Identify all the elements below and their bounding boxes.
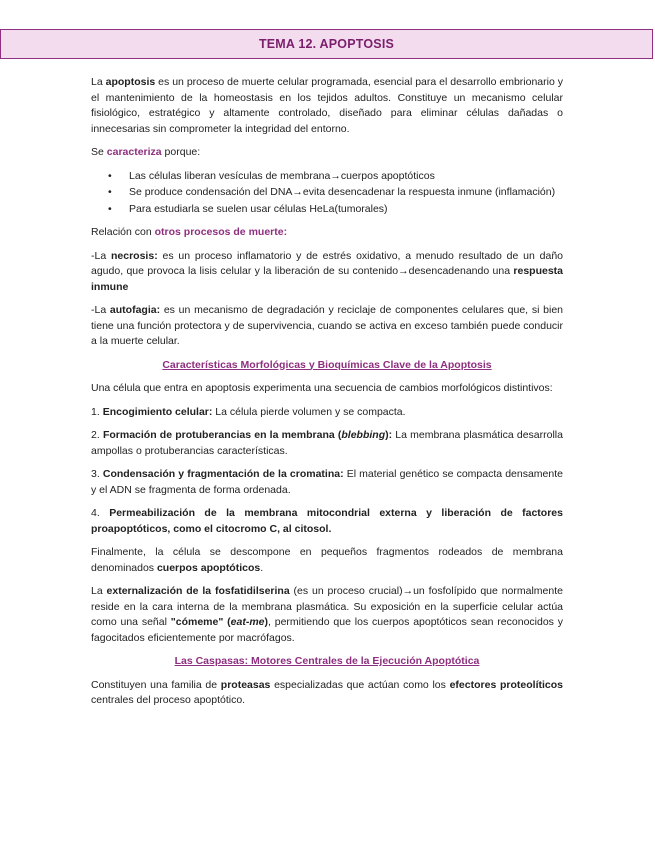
step-text: El material genético se compacta densamente y el ADN se fragmenta de forma ordenada. xyxy=(91,468,563,496)
casp-term2: efectores proteolíticos xyxy=(449,678,563,691)
ext-signal-italic: eat-me xyxy=(230,616,265,628)
final-paragraph xyxy=(91,545,563,576)
step-number: 1. xyxy=(91,405,103,418)
externalization-paragraph xyxy=(91,584,563,646)
step-text: La membrana plasmática desarrolla ampollas o protuberancias características. xyxy=(91,429,563,457)
ext-post: , permitiendo que los cuerpos apoptóticos sean reconocidos y fagocitados eficientemente por macrófagos. xyxy=(91,616,563,644)
document-body xyxy=(91,75,563,717)
casp-pre: Constituyen una familia de xyxy=(91,678,221,691)
page-title-box xyxy=(0,29,653,59)
list-item xyxy=(108,185,563,201)
step-title: Condensación y fragmentación de la cromatina: xyxy=(102,468,344,480)
ext-signal-end: ) xyxy=(264,616,269,628)
intro-term: apoptosis xyxy=(105,76,156,88)
step-text: La célula pierde volumen y se compacta. xyxy=(212,405,406,418)
step-title: Permeabilización de la membrana mitocondrial externa y liberación de factores proapoptóticos, como el citocromo C, al citosol. xyxy=(91,507,563,535)
necrosis-emphasis: respuesta inmune xyxy=(91,265,563,293)
step-title-end: ): xyxy=(385,429,393,441)
characterize-pre: Se xyxy=(91,146,107,158)
list-item xyxy=(108,202,563,218)
final-post: . xyxy=(260,561,264,574)
step-title: Formación de protuberancias en la membrana ( xyxy=(102,429,342,441)
necrosis-term: necrosis: xyxy=(111,249,158,262)
characterize-paragraph xyxy=(91,145,563,161)
autofagia-text: es un mecanismo de degradación y reciclaje de componentes celulares que, si bien tiene una función protectora y de supervivencia, cuando se activa en exceso también puede conducir a la muerte celular. xyxy=(91,304,563,347)
section-heading-morphology: Características Morfológicas y Bioquímicas Clave de la Apoptosis xyxy=(162,358,492,371)
list-item-text: Se produce condensación del DNA→evita desencadenar la respuesta inmune (inflamación) xyxy=(129,186,556,198)
necrosis-paragraph xyxy=(91,249,563,296)
characterize-post: porque: xyxy=(161,146,201,158)
final-pre: Finalmente, la célula se descompone en pequeños fragmentos rodeados de membrana denominados xyxy=(91,546,563,574)
step-4 xyxy=(91,506,563,537)
step-title-italic: blebbing xyxy=(341,429,386,441)
bullet-icon: • xyxy=(108,169,112,182)
intro-post: es un proceso de muerte celular programada, esencial para el desarrollo embrionario y el mantenimiento de la homeostasis en los tejidos adultos. Constituye un mecanismo celular fisiológico, estratégico y altamente controlado, diseñado para eliminar células dañadas o innecesarias sin comprometer la integridad del entorno. xyxy=(91,76,563,135)
bullet-icon: • xyxy=(108,202,112,215)
necrosis-text: es un proceso inflamatorio y de estrés oxidativo, a menudo resultado de un daño agudo, que provoca la lisis celular y la liberación de su contenido→desencadenando una xyxy=(91,249,564,277)
casp-term: proteasas xyxy=(220,678,271,691)
step-3 xyxy=(91,467,563,498)
characteristics-list xyxy=(91,169,563,218)
step-1 xyxy=(91,405,563,421)
intro-pre: La xyxy=(91,76,106,88)
sequence-intro: Una célula que entra en apoptosis experimenta una secuencia de cambios morfológicos distintivos: xyxy=(91,382,553,394)
intro-paragraph xyxy=(91,75,563,137)
step-2 xyxy=(91,428,563,459)
ext-pre: La xyxy=(91,585,107,597)
list-item-text: Las células liberan vesículas de membrana→cuerpos apoptóticos xyxy=(129,169,435,182)
step-number: 2. xyxy=(91,429,103,441)
page-title: TEMA 12. APOPTOSIS xyxy=(258,37,395,51)
ext-term: externalización de la fosfatidilserina xyxy=(106,585,290,597)
ext-text: (es un proceso crucial)→un fosfolípido que normalmente reside en la cara interna de la membrana plasmática. Su exposición en la superficie celular actúa como una señal xyxy=(91,585,563,628)
necrosis-pre: -La xyxy=(91,249,111,262)
step-number: 4. xyxy=(91,507,110,519)
casp-post: centrales del proceso apoptótico. xyxy=(91,694,246,706)
relation-paragraph xyxy=(91,225,563,241)
section-heading-caspasas: Las Caspasas: Motores Centrales de la Ejecución Apoptótica xyxy=(174,655,480,667)
final-term: cuerpos apoptóticos xyxy=(156,561,261,574)
step-title: Encogimiento celular: xyxy=(102,405,213,418)
ext-signal: "cómeme" ( xyxy=(170,616,231,628)
bullet-icon: • xyxy=(108,186,112,198)
caspasas-paragraph xyxy=(91,678,563,709)
autofagia-paragraph xyxy=(91,303,563,350)
characterize-highlight: caracteriza xyxy=(106,146,162,158)
relation-highlight: otros procesos de muerte: xyxy=(154,226,288,238)
list-item xyxy=(108,169,563,185)
step-number: 3. xyxy=(91,468,103,480)
casp-mid: especializadas que actúan como los xyxy=(270,678,450,691)
list-item-text: Para estudiarla se suelen usar células HeLa(tumorales) xyxy=(129,202,388,215)
autofagia-pre: -La xyxy=(91,304,110,316)
relation-pre: Relación con xyxy=(91,226,155,238)
autofagia-term: autofagia: xyxy=(109,304,161,316)
